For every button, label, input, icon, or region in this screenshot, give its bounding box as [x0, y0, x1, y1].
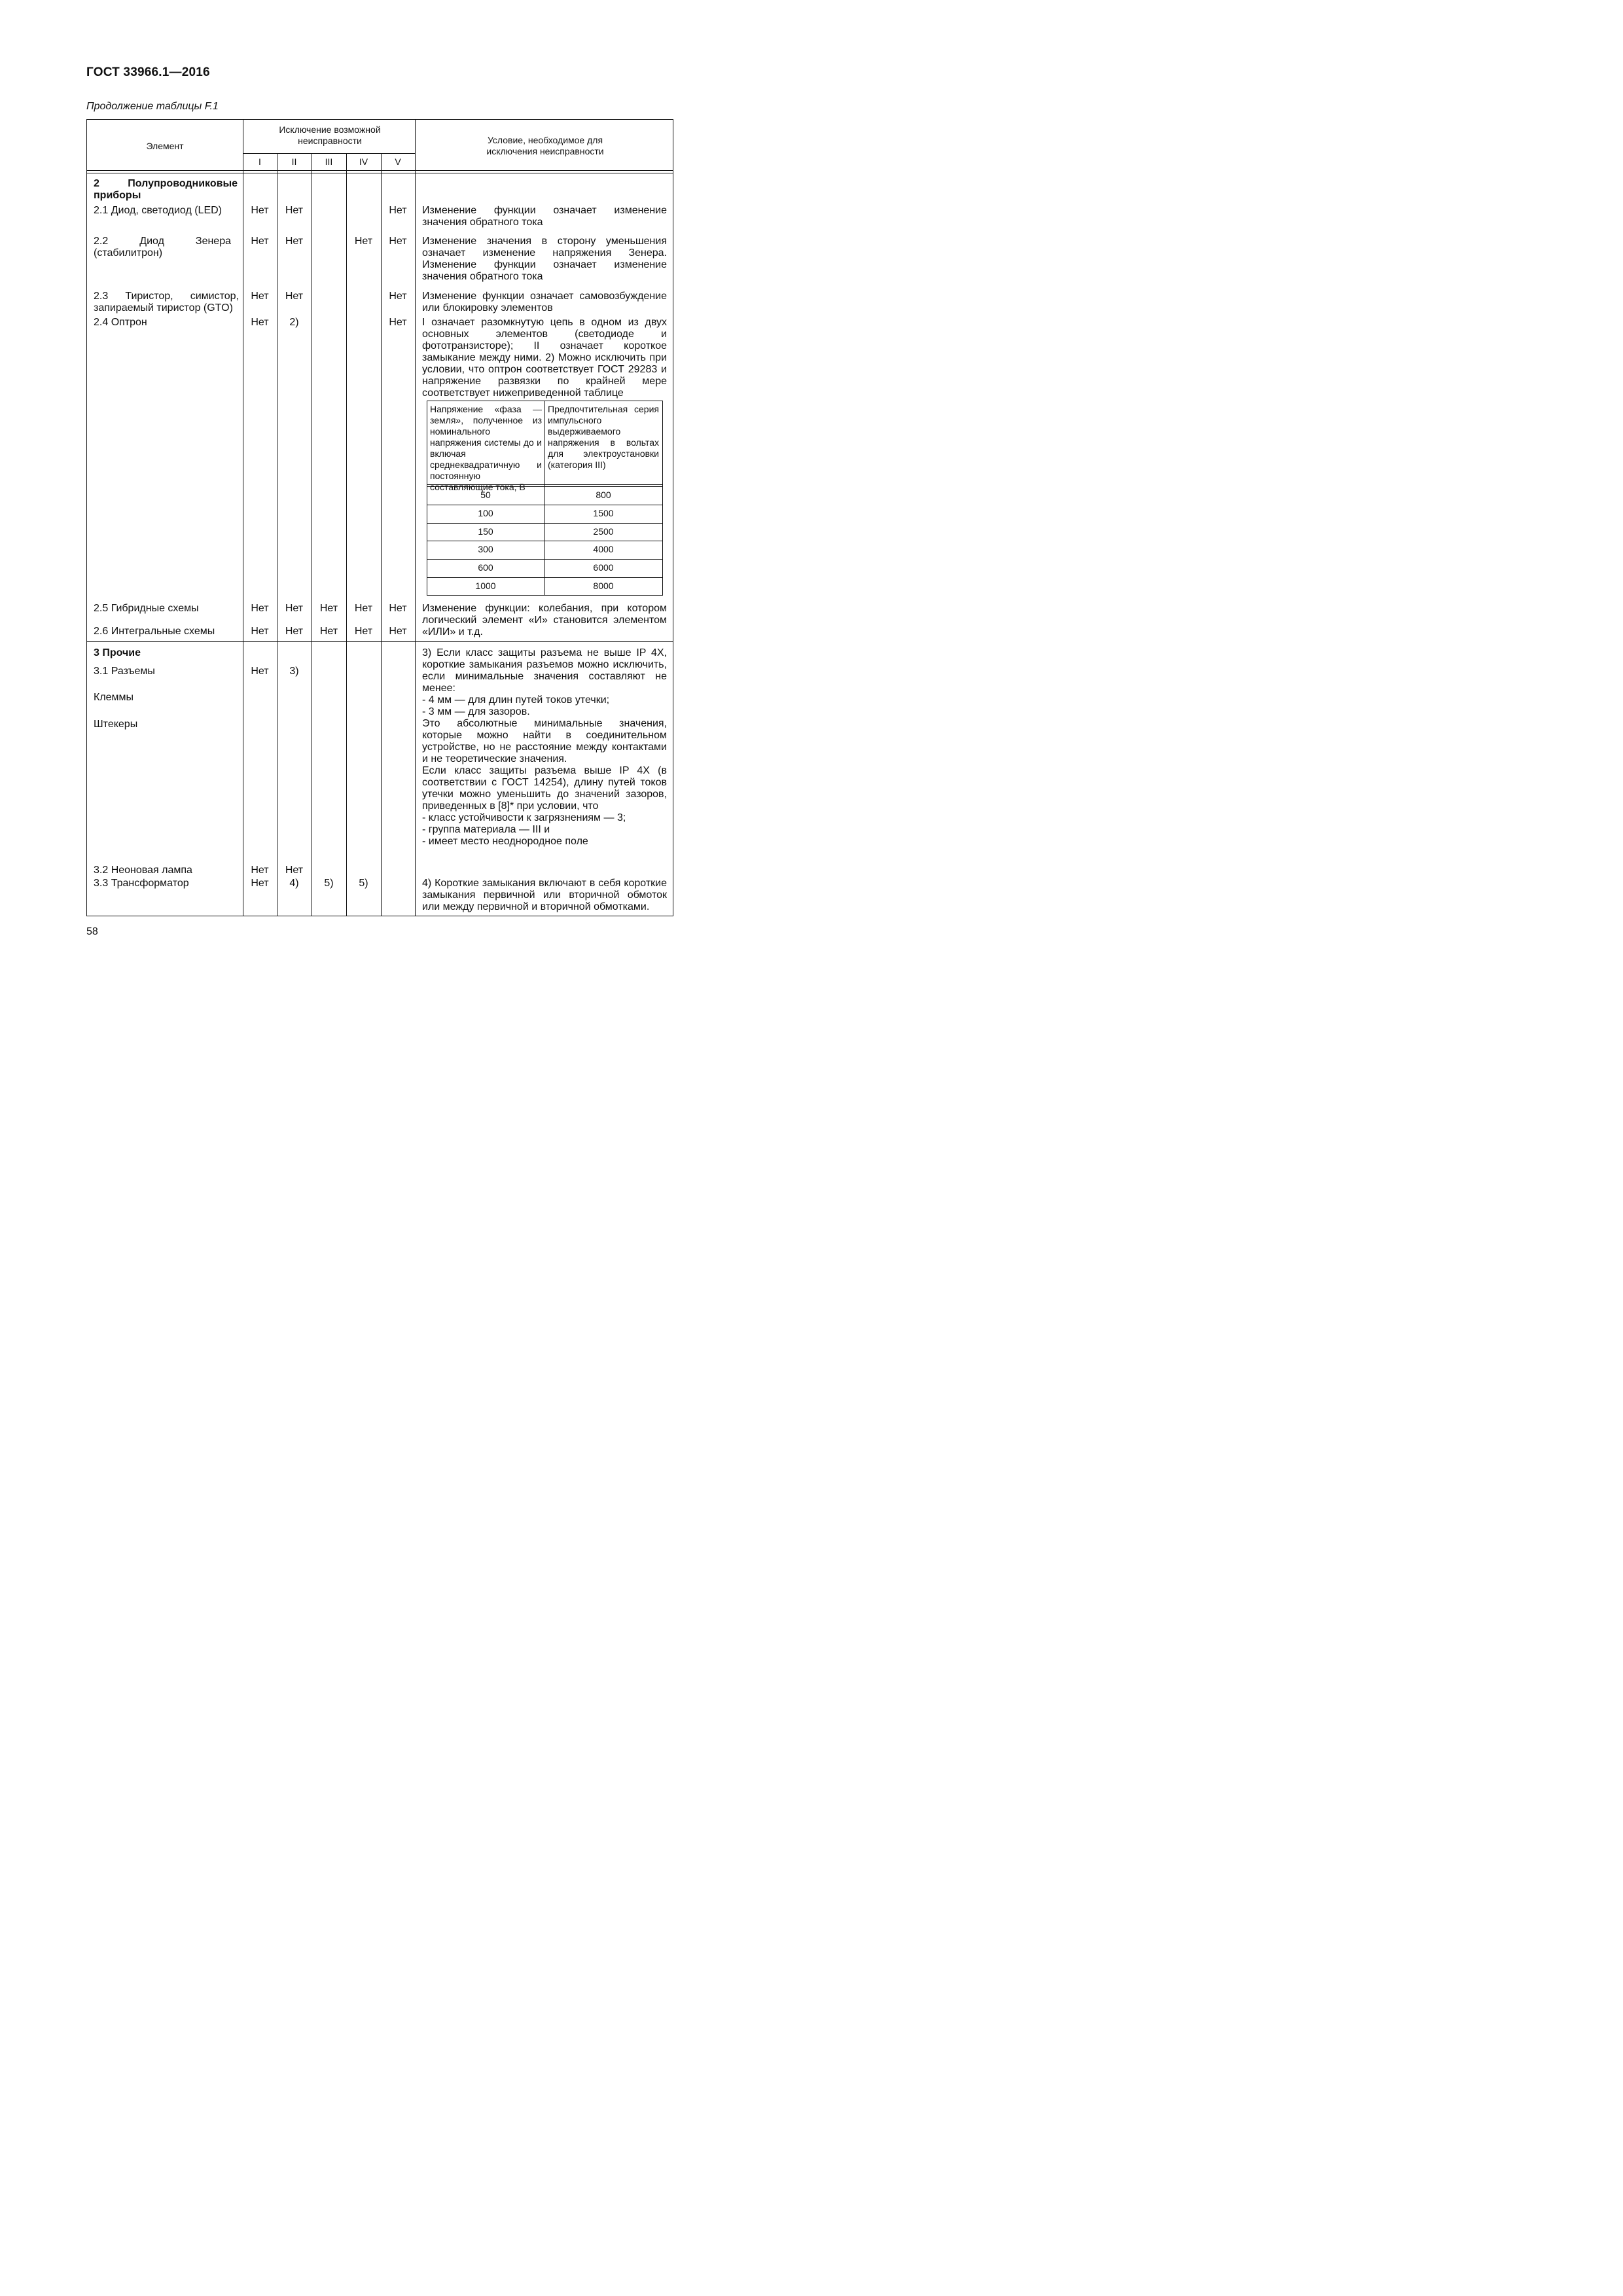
- element-cell: Штекеры: [94, 719, 138, 730]
- condition-cell: Изменение функции означает самовозбуждение или блокировку элементов: [422, 291, 667, 314]
- subtable-cell: 1500: [593, 508, 614, 518]
- subtable-cell: 600: [478, 562, 493, 573]
- header-condition: Условие, необходимое для исключения неисправности: [486, 135, 604, 156]
- section-divider: [87, 641, 673, 642]
- value-cell: Нет: [285, 603, 304, 614]
- value-cell: Нет: [389, 626, 407, 637]
- header-col-1: I: [259, 156, 261, 167]
- condition-list-item: - класс устойчивости к загрязнениям — 3;: [422, 812, 626, 823]
- header-col-4: IV: [359, 156, 368, 167]
- col-divider: [346, 154, 347, 916]
- section-title: 2 Полупроводниковые приборы: [94, 178, 238, 201]
- condition-cell: I означает разомкнутую цепь в одном из двух основных элементов (светодиоде и фототранзисторе); II означает короткое замыкание между ними. 2) Можно исключить при условии, что оптрон соответствует ГОСТ 29283 и напряжение развязки по крайней мере соответствует нижеприведенной таблице: [422, 317, 667, 399]
- element-cell: Клеммы: [94, 692, 134, 703]
- document-title: ГОСТ 33966.1—2016: [86, 65, 210, 79]
- condition-cell: Если класс защиты разъема выше IP 4X (в соответствии с ГОСТ 14254), длину путей токов утечки можно уменьшить до значений зазоров, приведенных в [8]* при условии, что: [422, 765, 667, 812]
- subtable-cell: 2500: [593, 526, 614, 537]
- section-title: 3 Прочие: [94, 647, 141, 658]
- value-cell: Нет: [251, 236, 269, 247]
- element-cell: 3.2 Неоновая лампа: [94, 865, 192, 876]
- value-cell: Нет: [251, 317, 269, 328]
- value-cell: 5): [324, 878, 334, 889]
- main-table: [86, 119, 673, 916]
- condition-list-item: - имеет место неоднородное поле: [422, 836, 588, 847]
- condition-list-item: - 4 мм — для длин путей токов утечки;: [422, 694, 610, 706]
- condition-list-item: - группа материала — III и: [422, 824, 550, 835]
- subtable-cell: 4000: [593, 544, 614, 554]
- voltage-subtable: [427, 401, 663, 596]
- value-cell: Нет: [251, 865, 269, 876]
- element-cell: 3.3 Трансформатор: [94, 878, 189, 889]
- value-cell: Нет: [251, 626, 269, 637]
- value-cell: Нет: [251, 603, 269, 614]
- condition-list-item: - 3 мм — для зазоров.: [422, 706, 530, 717]
- element-cell: 2.1 Диод, светодиод (LED): [94, 205, 222, 216]
- col-divider: [381, 154, 382, 916]
- header-col-3: III: [325, 156, 333, 167]
- value-cell: Нет: [251, 291, 269, 302]
- element-cell: 2.2 Диод Зенера (стабилитрон): [94, 236, 231, 259]
- value-cell: Нет: [319, 603, 338, 614]
- value-cell: Нет: [319, 626, 338, 637]
- value-cell: Нет: [285, 626, 304, 637]
- subtable-cell: 150: [478, 526, 493, 537]
- subtable-header: Предпочтительная серия импульсного выдерживаемого напряжения в вольтах для электроустановки (категория III): [548, 404, 659, 470]
- subtable-cell: 100: [478, 508, 493, 518]
- value-cell: Нет: [354, 626, 373, 637]
- row-divider: [243, 153, 415, 154]
- subtable-cell: 50: [480, 490, 491, 500]
- condition-cell: 3) Если класс защиты разъема не выше IP 4X, короткие замыкания разъемов можно исключить, если минимальные значения составляют не менее:: [422, 647, 667, 694]
- value-cell: Нет: [389, 236, 407, 247]
- condition-cell: Изменение функции означает изменение значения обратного тока: [422, 205, 667, 228]
- header-col-5: V: [395, 156, 401, 167]
- element-cell: 3.1 Разъемы: [94, 666, 155, 677]
- value-cell: Нет: [354, 603, 373, 614]
- header-col-2: II: [291, 156, 297, 167]
- value-cell: 3): [289, 666, 299, 677]
- value-cell: Нет: [389, 291, 407, 302]
- element-cell: 2.3 Тиристор, симистор, запираемый тиристор (GTO): [94, 291, 239, 314]
- value-cell: Нет: [251, 205, 269, 216]
- subtable-cell: 6000: [593, 562, 614, 573]
- condition-cell: 4) Короткие замыкания включают в себя короткие замыкания первичной или вторичной обмоток или между первичной и вторичной обмотками.: [422, 878, 667, 912]
- element-cell: 2.5 Гибридные схемы: [94, 603, 199, 614]
- value-cell: 5): [359, 878, 368, 889]
- value-cell: Нет: [251, 878, 269, 889]
- header-double-rule: [87, 170, 673, 171]
- header-exclusion: Исключение возможной неисправности: [279, 124, 381, 146]
- value-cell: Нет: [251, 666, 269, 677]
- condition-cell: Изменение значения в сторону уменьшения означает изменение напряжения Зенера. Изменение функции означает изменение значения обратного тока: [422, 236, 667, 282]
- value-cell: Нет: [354, 236, 373, 247]
- value-cell: Нет: [389, 317, 407, 328]
- col-divider: [415, 120, 416, 916]
- subtable-cell: 8000: [593, 581, 614, 591]
- condition-cell: Это абсолютные минимальные значения, которые можно найти в соединительном устройстве, но не расстояние между контактами и не теоретические значения.: [422, 718, 667, 764]
- page-number: 58: [86, 926, 98, 937]
- value-cell: Нет: [389, 205, 407, 216]
- condition-cell: Изменение функции: колебания, при котором логический элемент «И» становится элементом «ИЛИ» и т.д.: [422, 603, 667, 637]
- value-cell: Нет: [285, 291, 304, 302]
- subtable-rule: [662, 401, 663, 596]
- value-cell: Нет: [285, 236, 304, 247]
- value-cell: 4): [289, 878, 299, 889]
- table-caption: Продолжение таблицы F.1: [86, 101, 219, 112]
- element-cell: 2.6 Интегральные схемы: [94, 626, 215, 637]
- value-cell: Нет: [285, 205, 304, 216]
- subtable-cell: 300: [478, 544, 493, 554]
- value-cell: 2): [289, 317, 299, 328]
- subtable-cell: 800: [596, 490, 611, 500]
- value-cell: Нет: [285, 865, 304, 876]
- subtable-cell: 1000: [475, 581, 496, 591]
- header-element: Элемент: [146, 141, 184, 151]
- subtable-header: Напряжение «фаза — земля», полученное из номинального напряжения системы до и включая среднеквадратичную и постоянную составляющие тока, В: [430, 404, 542, 492]
- value-cell: Нет: [389, 603, 407, 614]
- element-cell: 2.4 Оптрон: [94, 317, 147, 328]
